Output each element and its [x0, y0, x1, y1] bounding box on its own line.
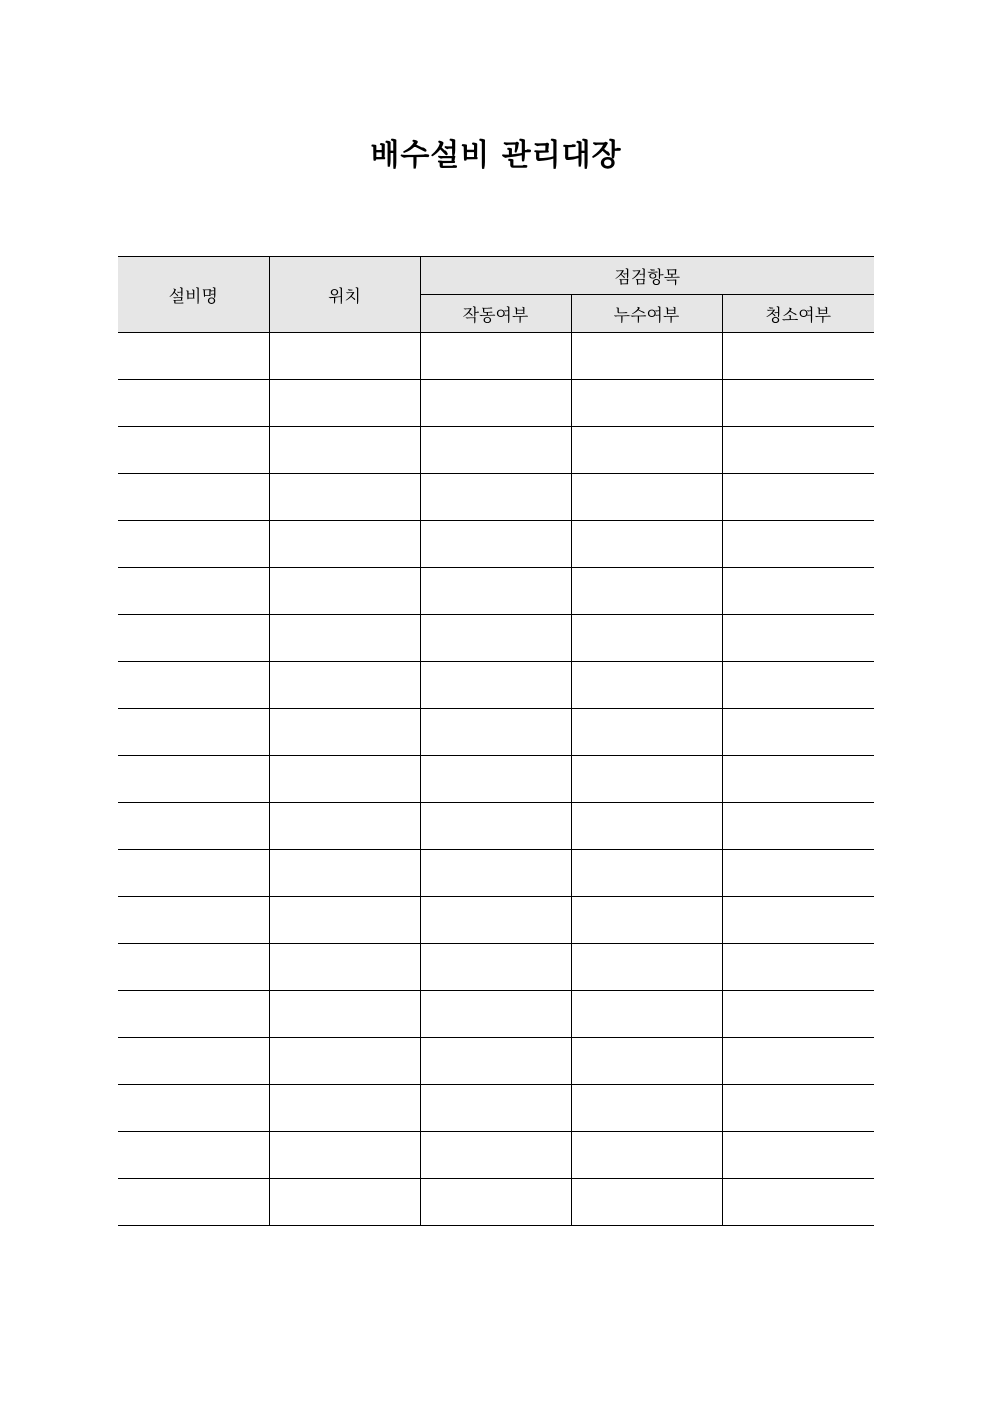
header-operation-status: 작동여부 [420, 295, 571, 333]
cell-equipment-name [118, 709, 269, 756]
cell-equipment-name [118, 474, 269, 521]
cell-leak-status [571, 1132, 722, 1179]
table-body [118, 333, 874, 1226]
cell-cleaning-status [722, 709, 874, 756]
cell-leak-status [571, 991, 722, 1038]
cell-location [269, 333, 420, 380]
cell-equipment-name [118, 850, 269, 897]
cell-equipment-name [118, 662, 269, 709]
cell-leak-status [571, 662, 722, 709]
table-row [118, 380, 874, 427]
cell-location [269, 662, 420, 709]
cell-location [269, 427, 420, 474]
table-row [118, 662, 874, 709]
cell-cleaning-status [722, 333, 874, 380]
cell-cleaning-status [722, 850, 874, 897]
cell-operation-status [420, 1085, 571, 1132]
cell-location [269, 709, 420, 756]
table-row [118, 850, 874, 897]
cell-operation-status [420, 427, 571, 474]
cell-cleaning-status [722, 803, 874, 850]
cell-operation-status [420, 521, 571, 568]
cell-equipment-name [118, 756, 269, 803]
cell-cleaning-status [722, 756, 874, 803]
cell-cleaning-status [722, 1085, 874, 1132]
cell-leak-status [571, 1085, 722, 1132]
header-inspection-items: 점검항목 [420, 257, 874, 295]
cell-location [269, 1038, 420, 1085]
table-row [118, 1179, 874, 1226]
cell-location [269, 1085, 420, 1132]
cell-operation-status [420, 756, 571, 803]
table-row [118, 1038, 874, 1085]
table-row [118, 944, 874, 991]
cell-location [269, 897, 420, 944]
table-row [118, 1085, 874, 1132]
cell-cleaning-status [722, 944, 874, 991]
cell-location [269, 803, 420, 850]
cell-cleaning-status [722, 521, 874, 568]
cell-equipment-name [118, 615, 269, 662]
cell-location [269, 991, 420, 1038]
cell-operation-status [420, 1132, 571, 1179]
cell-equipment-name [118, 427, 269, 474]
cell-operation-status [420, 333, 571, 380]
table-row [118, 1132, 874, 1179]
cell-equipment-name [118, 333, 269, 380]
cell-cleaning-status [722, 1179, 874, 1226]
cell-operation-status [420, 850, 571, 897]
cell-operation-status [420, 615, 571, 662]
table-row [118, 991, 874, 1038]
table-header [118, 257, 874, 333]
cell-leak-status [571, 1038, 722, 1085]
table-row [118, 474, 874, 521]
cell-location [269, 850, 420, 897]
cell-operation-status [420, 1038, 571, 1085]
cell-equipment-name [118, 944, 269, 991]
cell-equipment-name [118, 1132, 269, 1179]
cell-cleaning-status [722, 897, 874, 944]
table-row [118, 568, 874, 615]
cell-cleaning-status [722, 662, 874, 709]
cell-operation-status [420, 662, 571, 709]
cell-operation-status [420, 709, 571, 756]
cell-location [269, 380, 420, 427]
cell-leak-status [571, 756, 722, 803]
cell-equipment-name [118, 1179, 269, 1226]
cell-operation-status [420, 897, 571, 944]
cell-location [269, 756, 420, 803]
cell-operation-status [420, 1179, 571, 1226]
header-cleaning-status: 청소여부 [722, 295, 874, 333]
cell-operation-status [420, 944, 571, 991]
cell-leak-status [571, 944, 722, 991]
cell-equipment-name [118, 568, 269, 615]
cell-leak-status [571, 521, 722, 568]
table-row [118, 615, 874, 662]
cell-location [269, 944, 420, 991]
table-row [118, 803, 874, 850]
cell-cleaning-status [722, 615, 874, 662]
table-row [118, 756, 874, 803]
cell-leak-status [571, 427, 722, 474]
cell-operation-status [420, 474, 571, 521]
cell-leak-status [571, 568, 722, 615]
cell-location [269, 615, 420, 662]
cell-equipment-name [118, 1038, 269, 1085]
cell-leak-status [571, 803, 722, 850]
header-equipment-name: 설비명 [118, 257, 269, 333]
cell-cleaning-status [722, 474, 874, 521]
header-leak-status: 누수여부 [571, 295, 722, 333]
cell-equipment-name [118, 1085, 269, 1132]
cell-equipment-name [118, 897, 269, 944]
cell-equipment-name [118, 521, 269, 568]
cell-location [269, 521, 420, 568]
cell-leak-status [571, 380, 722, 427]
header-location: 위치 [269, 257, 420, 333]
cell-leak-status [571, 615, 722, 662]
cell-location [269, 474, 420, 521]
table-row [118, 427, 874, 474]
cell-leak-status [571, 1179, 722, 1226]
cell-equipment-name [118, 380, 269, 427]
table-row [118, 521, 874, 568]
cell-location [269, 1179, 420, 1226]
cell-operation-status [420, 568, 571, 615]
cell-operation-status [420, 380, 571, 427]
cell-cleaning-status [722, 1132, 874, 1179]
table-row [118, 709, 874, 756]
drainage-equipment-register-table [118, 256, 874, 1226]
cell-leak-status [571, 850, 722, 897]
table-row [118, 897, 874, 944]
cell-location [269, 1132, 420, 1179]
cell-cleaning-status [722, 1038, 874, 1085]
cell-leak-status [571, 474, 722, 521]
cell-location [269, 568, 420, 615]
cell-operation-status [420, 803, 571, 850]
cell-cleaning-status [722, 568, 874, 615]
cell-cleaning-status [722, 991, 874, 1038]
cell-cleaning-status [722, 380, 874, 427]
cell-leak-status [571, 709, 722, 756]
document-title: 배수설비 관리대장 [370, 138, 622, 173]
cell-operation-status [420, 991, 571, 1038]
cell-leak-status [571, 897, 722, 944]
cell-equipment-name [118, 803, 269, 850]
cell-leak-status [571, 333, 722, 380]
cell-equipment-name [118, 991, 269, 1038]
table-row [118, 333, 874, 380]
cell-cleaning-status [722, 427, 874, 474]
